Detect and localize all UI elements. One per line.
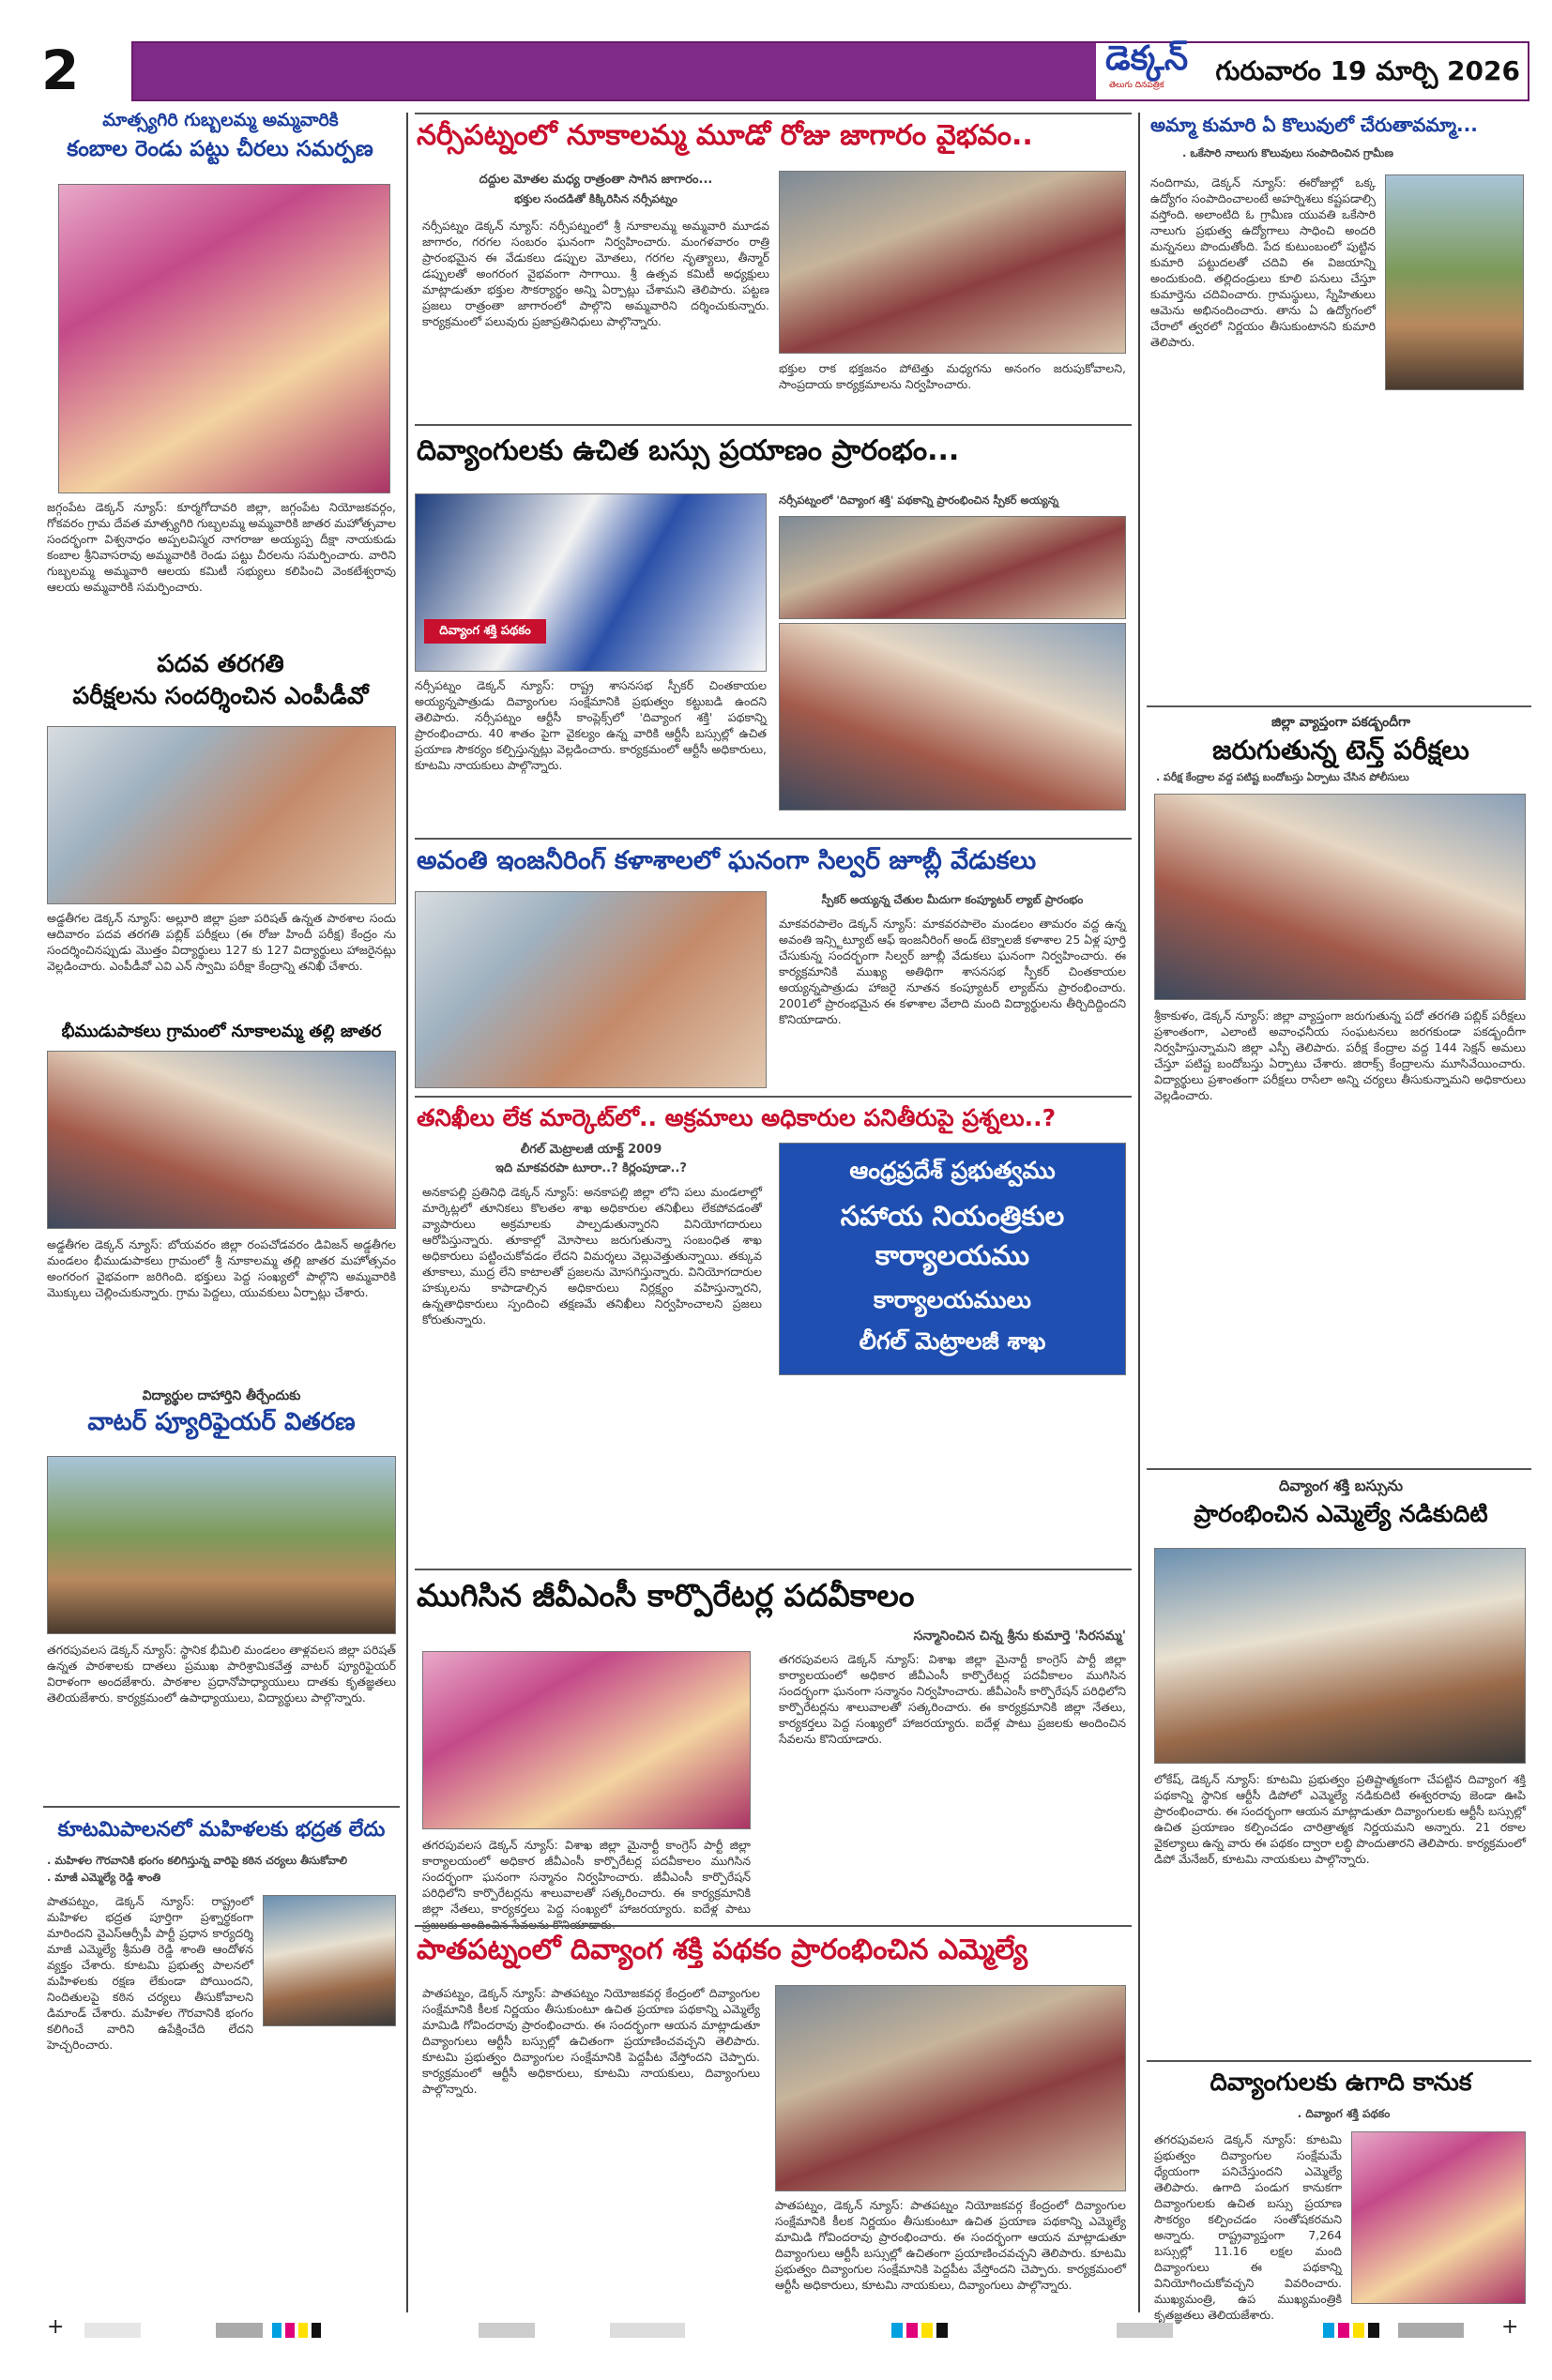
- photo-corporators-felicitation: [422, 1651, 751, 1829]
- photo-saree-offering: [58, 184, 390, 493]
- divider-center-top: [415, 113, 1132, 114]
- photo-pathapatnam-bus: [775, 1985, 1126, 2191]
- photo-former-mla: [263, 1895, 396, 2026]
- masthead-color-band: [133, 43, 1096, 99]
- newspaper-logo-tagline: తెలుగు దినపత్రిక: [1109, 81, 1164, 90]
- kicker-legal-metrology-2: ఇది మాకవరపా టూరా..? కిర్లంపూడా..?: [495, 1161, 687, 1175]
- kicker-mla-bus: దివ్యాంగ శక్తి బస్సును: [1278, 1477, 1404, 1494]
- story-tenth-exams-body: అడ్డతీగల డెక్కన్ న్యూస్: అల్లూరి జిల్లా ప్రజా పరిషత్ ఉన్నత పాఠశాల సందు ఆదివారం పదవ తరగతి పబ్లిక్ పరీక్షలు (ఈ రోజు హిందీ పరీక్ష) కేంద్రం ను సందర్శించినప్పుడు మొత్తం విద్యార్థులు 127 కు 127 విద్యార్థులు హాజరైనట్లు వెల్లడించారు. ఎంపీడీవో ఎవి ఎన్ స్వామి పరీక్షా కేంద్రాన్ని తనిఖీ చేశారు.: [47, 911, 396, 973]
- sign-line-1: ఆంధ్రప్రదేశ్ ప్రభుత్వము: [849, 1157, 1056, 1184]
- caption-narsipatnam: భక్తుల రాక భక్తజనం పోటెత్తు మధ్యగను అనంగం జరుపుకోవాలని, సాంప్రదాయ కార్యక్రమాలను నిర్వహించారు.: [779, 361, 1126, 391]
- sign-line-3: కార్యాలయములు: [874, 1286, 1031, 1313]
- sub-kumari-jobs: . ఒకేసారి నాలుగు కొలువులు సంపాదించిన గ్రామీణ: [1182, 146, 1393, 159]
- photo-narsipatnam-jagaram: [779, 171, 1126, 354]
- story-market-body: అనకాపల్లి ప్రతినిధి డెక్కన్ న్యూస్: అనకాపల్లి జిల్లా లోని పలు మండలాల్లో మార్కెట్లలో తూనికలు కొలతల శాఖ అధికారుల తనిఖీలు లేకపోవడంతో వ్యాపారులు అక్రమాలకు పాల్పడుతున్నారని వినియోగదారులు ఆరోపిస్తున్నారు. తూకాల్లో మోసాలు జరుగుతున్నా సంబంధిత శాఖ అధికారులు పట్టించుకోవడం లేదని విమర్శలు వెల్లువెత్తుతున్నాయి. తక్కువ తూకాలు, ముద్ర లేని కాటాలతో ప్రజలను మోసగిస్తున్నారు. వినియోగదారుల హక్కులను కాపాడాల్సిన అధికారులు నిర్లక్ష్యం వహిస్తున్నారని, ఉన్నతాధికారులు స్పందించి తక్షణమే తనిఖీలు నిర్వహించాలని ప్రజలు కోరుతున్నారు.: [422, 1185, 762, 1326]
- divider-right-3: [1147, 2060, 1531, 2062]
- sign-line-2: సహాయ నియంత్రికుల కార్యాలయము: [840, 1200, 1065, 1271]
- story-gvmc-body: తగరపువలస డెక్కన్ న్యూస్: విశాఖ జిల్లా మైనార్టీ కాంగ్రెస్ పార్టీ జిల్లా కార్యాలయంలో అధికార జీవీఎంసీ కార్పొరేటర్ల పదవీకాలం ముగిసిన సందర్భంగా ఘనంగా సన్మానం నిర్వహించారు. జీవీఎంసీ కార్పొరేషన్ పరిధిలోని కార్పొరేటర్లను శాలువాలతో సత్కరించారు. ఈ కార్యక్రమానికి జిల్లా నేతలు, కార్యకర్తలు పెద్ద సంఖ్యలో హాజరయ్యారు. ఐదేళ్ల పాటు: [422, 1838, 751, 1916]
- story-kumari-body: నందిగామ, డెక్కన్ న్యూస్: ఈరోజుల్లో ఒక్క ఉద్యోగం సంపాదించాలంటే అహర్నిశలు కష్టపడాల్సి వస్తోంది. అలాంటిది ఓ గ్రామీణ యువతి ఒకేసారి నాలుగు ప్రభుత్వ ఉద్యోగాలు సాధించి అందరి మన్ననలు పొందుతోంది. పేద కుటుంబంలో పుట్టిన కుమారి పట్టుదలతో చదివి ఈ విజయాన్ని అందుకుంది. తల్లిదండ్రులు కూలి పనులు చేస్తూ కుమార్తెను చదివించారు. గ్రామస్థులు, స్నేహితులు ఆమెను అభినందించారు. తాను ఏ ఉద్యోగంలో చేరాలో త్వరలో నిర్ణయం తీసుకుంటానని కుమారి తెలిపారు.: [1150, 175, 1376, 349]
- divider-right-1: [1147, 705, 1531, 707]
- kicker-water-purifier: విద్యార్థుల దాహార్తిని తీర్చేందుకు: [142, 1388, 301, 1403]
- sub-gvmc: సన్మానించిన చిన్న శ్రీను కుమార్తె 'సిరసమ్మ': [913, 1629, 1126, 1644]
- headline-gvmc-tenure: ముగిసిన జీవీఎంసీ కార్పొరేటర్ల పదవీకాలం: [417, 1577, 915, 1614]
- headline-kumari-jobs: అమ్మా కుమారి ఏ కొలువులో చేరుతావమ్మా...: [1150, 114, 1478, 136]
- headline-tenth-exams-line2: పరీక్షలను సందర్శించిన ఎంపీడీవో: [72, 682, 369, 709]
- registration-mark-left: +: [47, 2315, 65, 2339]
- photo-kumari: [1385, 174, 1524, 390]
- sub-ugadi-gift: . దివ్యాంగ శక్తి పథకం: [1297, 2107, 1391, 2120]
- story-ugadi-body: తగరపువలస డెక్కన్ న్యూస్: కూటమి ప్రభుత్వం దివ్యాంగుల సంక్షేమమే ధ్యేయంగా పనిచేస్తుందని ఎమ్మెల్యే తెలిపారు. ఉగాది పండుగ కానుకగా దివ్యాంగులకు ఉచిత బస్సు ప్రయాణ సౌకర్యం కల్పించడం సంతోషకరమని అన్నారు. రాష్ట్రవ్యాప్తంగా 7,264 బస్సుల్లో 11.16 లక్షల మంది దివ్యాంగులు ఈ పథకాన్ని వినియోగించుకోవచ్చని వివరించారు. ముఖ్యమంత్రి, ఉప ముఖ్యమంత్రికి కృతజ్ఞతలు తెలియజేశారు.: [1154, 2132, 1342, 2322]
- story-gvmc-body-continued: తగరపువలస డెక్కన్ న్యూస్: విశాఖ జిల్లా మైనార్టీ కాంగ్రెస్ పార్టీ జిల్లా కార్యాలయంలో అధికార జీవీఎంసీ కార్పొరేటర్ల పదవీకాలం ముగిసిన సందర్భంగా ఘనంగా సన్మానం నిర్వహించారు. జీవీఎంసీ కార్పొరేషన్ పరిధిలోని కార్పొరేటర్లను శాలువాలతో సత్కరించారు. ఈ కార్యక్రమానికి జిల్లా నేతలు, కార్యకర్తలు పెద్ద సంఖ్యలో హాజరయ్యారు. ఐదేళ్ల పాటు ప్రజలకు అందించిన సేవలను కొనియాడారు.: [779, 1652, 1126, 1746]
- story-pathapatnam-body-continued: పాతపట్నం, డెక్కన్ న్యూస్: పాతపట్నం నియోజకవర్గ కేంద్రంలో దివ్యాంగుల సంక్షేమానికి కీలక నిర్ణయం తీసుకుంటూ ఉచిత ప్రయాణ పథకాన్ని ఎమ్మెల్యే మామిడి గోవిందరావు ప్రారంభించారు. ఈ సందర్భంగా ఆయన మాట్లాడుతూ దివ్యాంగులు ఆర్టీసీ బస్సుల్లో ఉచితంగా ప్రయాణించవచ్చని తెలిపారు. కూటమి ప్రభుత్వం దివ్యాంగుల సంక్షేమానికి పెద్దపీట వేస్తోందని చెప్పారు. కార్యక్రమంలో ఆర్టీసీ అధికారులు, కూటమి నాయకులు, దివ్యాంగులు పాల్గొన్నారు.: [775, 2198, 1126, 2292]
- headline-water-purifier: వాటర్ ప్యూరిఫైయర్ వితరణ: [87, 1408, 356, 1436]
- divider-center-5: [415, 1569, 1132, 1570]
- banner-divyanga-shakti: దివ్యాంగ శక్తి పథకం: [424, 619, 546, 644]
- divider-left: [43, 1806, 400, 1808]
- print-color-bar: [84, 2323, 1483, 2338]
- story-gubbalamma-body: జగ్గంపేట డెక్కన్ న్యూస్: కూర్మగోదావరి జిల్లా, జగ్గంపేట నియోజకవర్గం, గోకవరం గ్రామ దేవత మాత్స్యగిరి గుబ్బలమ్మ అమ్మవారికి జాతర మహోత్సవాల సందర్భంగా విశ్వనాధం అప్పలవిస్మర నాగరాజు అయ్యప్ప దీక్షా నాయకుడు కంబాల శ్రీనివాసరావు అమ్మవారికి రెండు పట్టు చీరలను సమర్పించారు. వారిని గుబ్బలమ్మ అమ్మవారి ఆలయ కమిటీ సభ్యులు కలిపించి వెంకటేశ్వరావు ఆలయ అమ్మవారికి సమర్పించారు.: [47, 500, 396, 594]
- story-tenth-exams-district-body: శ్రీకాకుళం, డెక్కన్ న్యూస్: జిల్లా వ్యాప్తంగా జరుగుతున్న పదో తరగతి పబ్లిక్ పరీక్షలు ప్రశాంతంగా, ఎలాంటి అవాంఛనీయ సంఘటనలు జరగకుండా పకడ్బందీగా నిర్వహిస్తున్నామని జిల్లా ఎస్పీ తెలిపారు. పరీక్ష కేంద్రాల వద్ద 144 సెక్షన్ అమలు చేస్తూ పటిష్ట బందోబస్తు ఏర్పాటు చేశారు. జిరాక్స్ కేంద్రాలను మూసివేయించారు. విద్యార్థులు ప్రశాంతంగా పరీక్షలు రాసేలా అన్ని చర్యలు తీసుకున్నామని అధికారులు వెల్లడించారు.: [1154, 1008, 1526, 1102]
- story-pathapatnam-body: పాతపట్నం, డెక్కన్ న్యూస్: పాతపట్నం నియోజకవర్గ కేంద్రంలో దివ్యాంగుల సంక్షేమానికి కీలక నిర్ణయం తీసుకుంటూ ఉచిత ప్రయాణ పథకాన్ని ఎమ్మెల్యే మామిడి గోవిందరావు ప్రారంభించారు. ఈ సందర్భంగా ఆయన మాట్లాడుతూ దివ్యాంగులు ఆర్టీసీ బస్సుల్లో ఉచితంగా ప్రయాణించవచ్చని తెలిపారు. కూటమి ప్రభుత్వం దివ్యాంగుల సంక్షేమానికి పెద్దపీట వేస్తోందని చెప్పారు. కార్యక్రమంలో ఆర్టీసీ అధికారులు, కూటమి నాయకులు, దివ్యాంగులు పాల్గొన్నారు.: [422, 1986, 760, 2096]
- issue-date: గురువారం 19 మార్చి 2026: [1215, 55, 1520, 86]
- story-women-safety-body: పాతపట్నం, డెక్కన్ న్యూస్: రాష్ట్రంలో మహిళల భద్రత పూర్తిగా ప్రశ్నార్థకంగా మారిందని వైఎస్ఆర్సీపీ పార్టీ ప్రధాన కార్యదర్శి మాజీ ఎమ్మెల్యే శ్రీమతి రెడ్డి శాంతి ఆందోళన వ్యక్తం చేశారు. కూటమి ప్రభుత్వ పాలనలో మహిళలకు రక్షణ లేకుండా పోయిందని, నిందితులపై కఠిన చర్యలు తీసుకోవాలని డిమాండ్ చేశారు. మహిళల గౌరవానికి భంగం కలిగించే వారిని ఉపేక్షించేది లేదని హెచ్చరించారు.: [47, 1894, 253, 2052]
- photo-divyanga-banner: [415, 493, 767, 672]
- photo-free-bus-inauguration: [779, 516, 1126, 619]
- story-mla-bus-body: లోకేష్, డెక్కన్ న్యూస్: కూటమి ప్రభుత్వం ప్రతిష్టాత్మకంగా చేపట్టిన దివ్యాంగ శక్తి పథకాన్ని స్థానిక ఆర్టీసీ డిపోలో ఎమ్మెల్యే నడికుదిటి ఈశ్వరరావు జెండా ఊపి ప్రారంభించారు. ఈ సందర్భంగా ఆయన మాట్లాడుతూ దివ్యాంగులకు ఆర్టీసీ బస్సుల్లో ఉచిత ప్రయాణం కల్పించడం చారిత్రాత్మక నిర్ణయమని అన్నారు. 21 రకాల వైకల్యాలు ఉన్న వారు ఈ పథకం ద్వారా లబ్ధి పొందుతారని తెలిపారు. కార్యక్రమంలో డిపో మేనేజర్, కూటమి నాయకులు పాల్గొన్నారు.: [1154, 1772, 1526, 1866]
- headline-women-safety: కూటమిపాలనలో మహిళలకు భద్రత లేదు: [57, 1818, 386, 1842]
- divider-center-2: [415, 424, 1132, 426]
- kicker-tenth-exams-district: జిల్లా వ్యాప్తంగా పకడ్బందీగా: [1271, 715, 1411, 730]
- photo-legal-metrology-signboard: [779, 1143, 1126, 1375]
- headline-free-bus-travel: దివ్యాంగులకు ఉచిత బస్సు ప్రయాణం ప్రారంభం...: [417, 434, 960, 467]
- headline-tenth-exams-district: జరుగుతున్న టెన్త్ పరీక్షలు: [1212, 735, 1469, 766]
- headline-tenth-exams-line1: పదవ తరగతి: [157, 650, 284, 678]
- column-rule-right: [1138, 113, 1140, 2312]
- photo-exam-hall: [47, 726, 396, 904]
- story-avanti-body: మాకవరపాలెం డెక్కన్ న్యూస్: మాకవరపాలెం మండలం తామరం వద్ద ఉన్న అవంతి ఇన్స్టిట్యూట్ ఆఫ్ ఇంజనీరింగ్ అండ్ టెక్నాలజీ కళాశాల 25 ఏళ్ల పూర్తి చేసుకున్న సందర్భంగా సిల్వర్ జూబ్లీ వేడుకలు ఘనంగా నిర్వహించారు. ఈ కార్యక్రమానికి ముఖ్య అతిథిగా శాసనసభ స్పీకర్ చింతకాయల అయ్యన్నపాత్రుడు హాజరై నూతన కంప్యూటర్ ల్యాబ్‌ను ప్రారంభించారు. 2001లో ప్రారంభమైన ఈ కళాశాల వేలాది మంది విద్యార్థులను తీర్చిదిద్దిందని కొనియాడారు.: [779, 917, 1126, 1026]
- sub-avanti: స్పీకర్ అయ్యన్న చేతుల మీదుగా కంప్యూటర్ ల్యాబ్ ప్రారంభం: [821, 893, 1084, 906]
- photo-water-purifier-donation: [47, 1456, 396, 1634]
- divider-right-2: [1147, 1468, 1531, 1470]
- sign-line-4: లీగల్ మెట్రాలజీ శాఖ: [859, 1327, 1046, 1355]
- headline-gubbalamma-line1: మాత్స్యగిరి గుబ్బలమ్మ అమ్మవారికి: [102, 110, 339, 130]
- registration-mark-right: +: [1501, 2315, 1519, 2339]
- photo-woman-namaste: [1351, 2131, 1526, 2304]
- headline-avanti-silver-jubilee: అవంతి ఇంజనీరింగ్ కళాశాలలో ఘనంగా సిల్వర్ జూబ్లీ వేడుకలు: [417, 846, 1037, 875]
- story-free-bus-body: నర్సీపట్నం డెక్కన్ న్యూస్: రాష్ట్ర శాసనసభ స్పీకర్ చింతకాయల అయ్యన్నపాత్రుడు దివ్యాంగుల సంక్షేమానికి ప్రభుత్వం కట్టుబడి ఉందని తెలిపారు. నర్సీపట్నం ఆర్టీసీ కాంప్లెక్స్‌లో 'దివ్యాంగ శక్తి' పథకాన్ని ప్రారంభించారు. 40 శాతం పైగా వైకల్యం ఉన్న వారికి ఆర్టీసీ బస్సుల్లో ఉచిత ప్రయాణ సౌకర్యం కల్పిస్తున్నట్లు వెల్లడించారు. కార్యక్రమంలో ఆర్టీసీ అధికారులు, కూటమి నాయకులు పాల్గొన్నారు.: [415, 678, 767, 772]
- sub-women-safety-2: . మాజీ ఎమ్మెల్యే రెడ్డి శాంతి: [47, 1871, 161, 1884]
- story-nookalamma-jatara-body: అడ్డతీగల డెక్కన్ న్యూస్: బోయవరం జిల్లా రంపచోడవరం డివిజన్ అడ్డతీగల మండలం భీముడుపాకలు గ్రామంలో శ్రీ నూకాలమ్మ తల్లి జాతర మహోత్సవం అంగరంగ వైభవంగా జరిగింది. భక్తులు పెద్ద సంఖ్యలో పాల్గొని అమ్మవారికి మొక్కులు చెల్లించుకున్నారు. గ్రామ పెద్దలు, యువకులు ఏర్పాట్లు చేశారు.: [47, 1237, 396, 1299]
- story-narsipatnam-body: నర్సీపట్నం డెక్కన్ న్యూస్: నర్సీపట్నంలో శ్రీ నూకాలమ్మ అమ్మవారి మూడవ జాగారం, గరగల సంబరం ఘనంగా నిర్వహించారు. మంగళవారం రాత్రి ప్రారంభమైన ఈ వేడుకలు డప్పుల మోతలు, గరగల నృత్యాలు, తీన్మార్ డప్పులతో అంగరంగ వైభవంగా సాగాయి. శ్రీ ఉత్సవ కమిటీ అధ్యక్షులు మాట్లాడుతూ భక్తుల సౌకర్యార్థం అన్ని ఏర్పాట్లు చేశామని తెలిపారు. పట్టణ ప్రజలు రాత్రంతా జాగారంలో పాల్గొని అమ్మవారిని దర్శించుకున్నారు. కార్యక్రమంలో పలువురు ప్రజాప్రతినిధులు పాల్గొన్నారు.: [422, 219, 769, 328]
- sub-free-bus-travel: నర్సీపట్నంలో 'దివ్యాంగ శక్తి' పథకాన్ని ప్రారంభించిన స్పీకర్ అయ్యన్న: [779, 493, 1059, 507]
- story-water-purifier-body: తగరపువలస డెక్కన్ న్యూస్: స్థానిక భీమిలి మండలం తాళ్లవలస జిల్లా పరిషత్ ఉన్నత పాఠశాలకు దాతలు ప్రముఖ పారిశ్రామికవేత్త వాటర్ ప్యూరిఫైయర్ విరాళంగా అందజేశారు. పాఠశాల ప్రధానోపాధ్యాయులు దాతకు కృతజ్ఞతలు తెలియజేశారు. కార్యక్రమంలో ఉపాధ్యాయులు, విద్యార్థులు పాల్గొన్నారు.: [47, 1643, 396, 1705]
- headline-nookalamma-jatara: భీముడుపాకలు గ్రామంలో నూకాలమ్మ తల్లి జాతర: [61, 1022, 382, 1041]
- headline-pathapatnam-scheme: పాతపట్నంలో దివ్యాంగ శక్తి పథకం ప్రారంభించిన ఎమ్మెల్యే: [417, 1933, 1028, 1966]
- divider-center-4: [415, 1096, 1132, 1098]
- headline-ugadi-gift: దివ్యాంగులకు ఉగాది కానుక: [1210, 2069, 1472, 2097]
- divider-center-3: [415, 838, 1132, 840]
- sub-women-safety-1: . మహిళల గౌరవానికి భంగం కలిగిస్తున్న వారిపై కఠిన చర్యలు తీసుకోవాలి: [47, 1854, 348, 1867]
- headline-mla-bus: ప్రారంభించిన ఎమ్మెల్యే నడికుదిటి: [1194, 1500, 1488, 1527]
- headline-narsipatnam-jagaram: నర్సీపట్నంలో నూకాలమ్మ మూడో రోజు జాగారం వైభవం..: [417, 119, 1033, 152]
- photo-police-checking-students: [1154, 794, 1526, 1000]
- headline-gubbalamma-line2: కంబాల రెండు పట్టు చీరలు సమర్పణ: [67, 137, 373, 161]
- divider-center-6: [415, 1925, 1132, 1927]
- photo-computer-lab-opening: [415, 891, 767, 1088]
- photo-village-jatara: [47, 1051, 396, 1229]
- photo-mla-flag-off: [1154, 1548, 1526, 1764]
- kicker-legal-metrology-1: లీగల్ మెట్రాలజీ యాక్ట్ 2009: [520, 1143, 662, 1157]
- newspaper-logo: డెక్కన్: [1105, 39, 1189, 78]
- kicker-narsipatnam: దద్దుల మోతల మధ్య రాత్రంతా సాగిన జాగారం...: [479, 173, 713, 187]
- headline-market-irregularities: తనిఖీలు లేక మార్కెట్‌లో.. అక్రమాలు అధికారుల పనితీరుపై ప్రశ్నలు..?: [417, 1104, 1057, 1131]
- photo-speaker-with-passenger: [779, 623, 1126, 811]
- sub-narsipatnam: భక్తుల సందడితో కిక్కిరిసిన నర్సీపట్నం: [514, 192, 677, 205]
- sub-tenth-exams-district: . పరీక్ష కేంద్రాల వద్ద పటిష్ట బందోబస్తు ఏర్పాటు చేసిన పోలీసులు: [1156, 771, 1409, 783]
- column-rule-left: [406, 113, 408, 2312]
- page-number: 2: [41, 38, 80, 102]
